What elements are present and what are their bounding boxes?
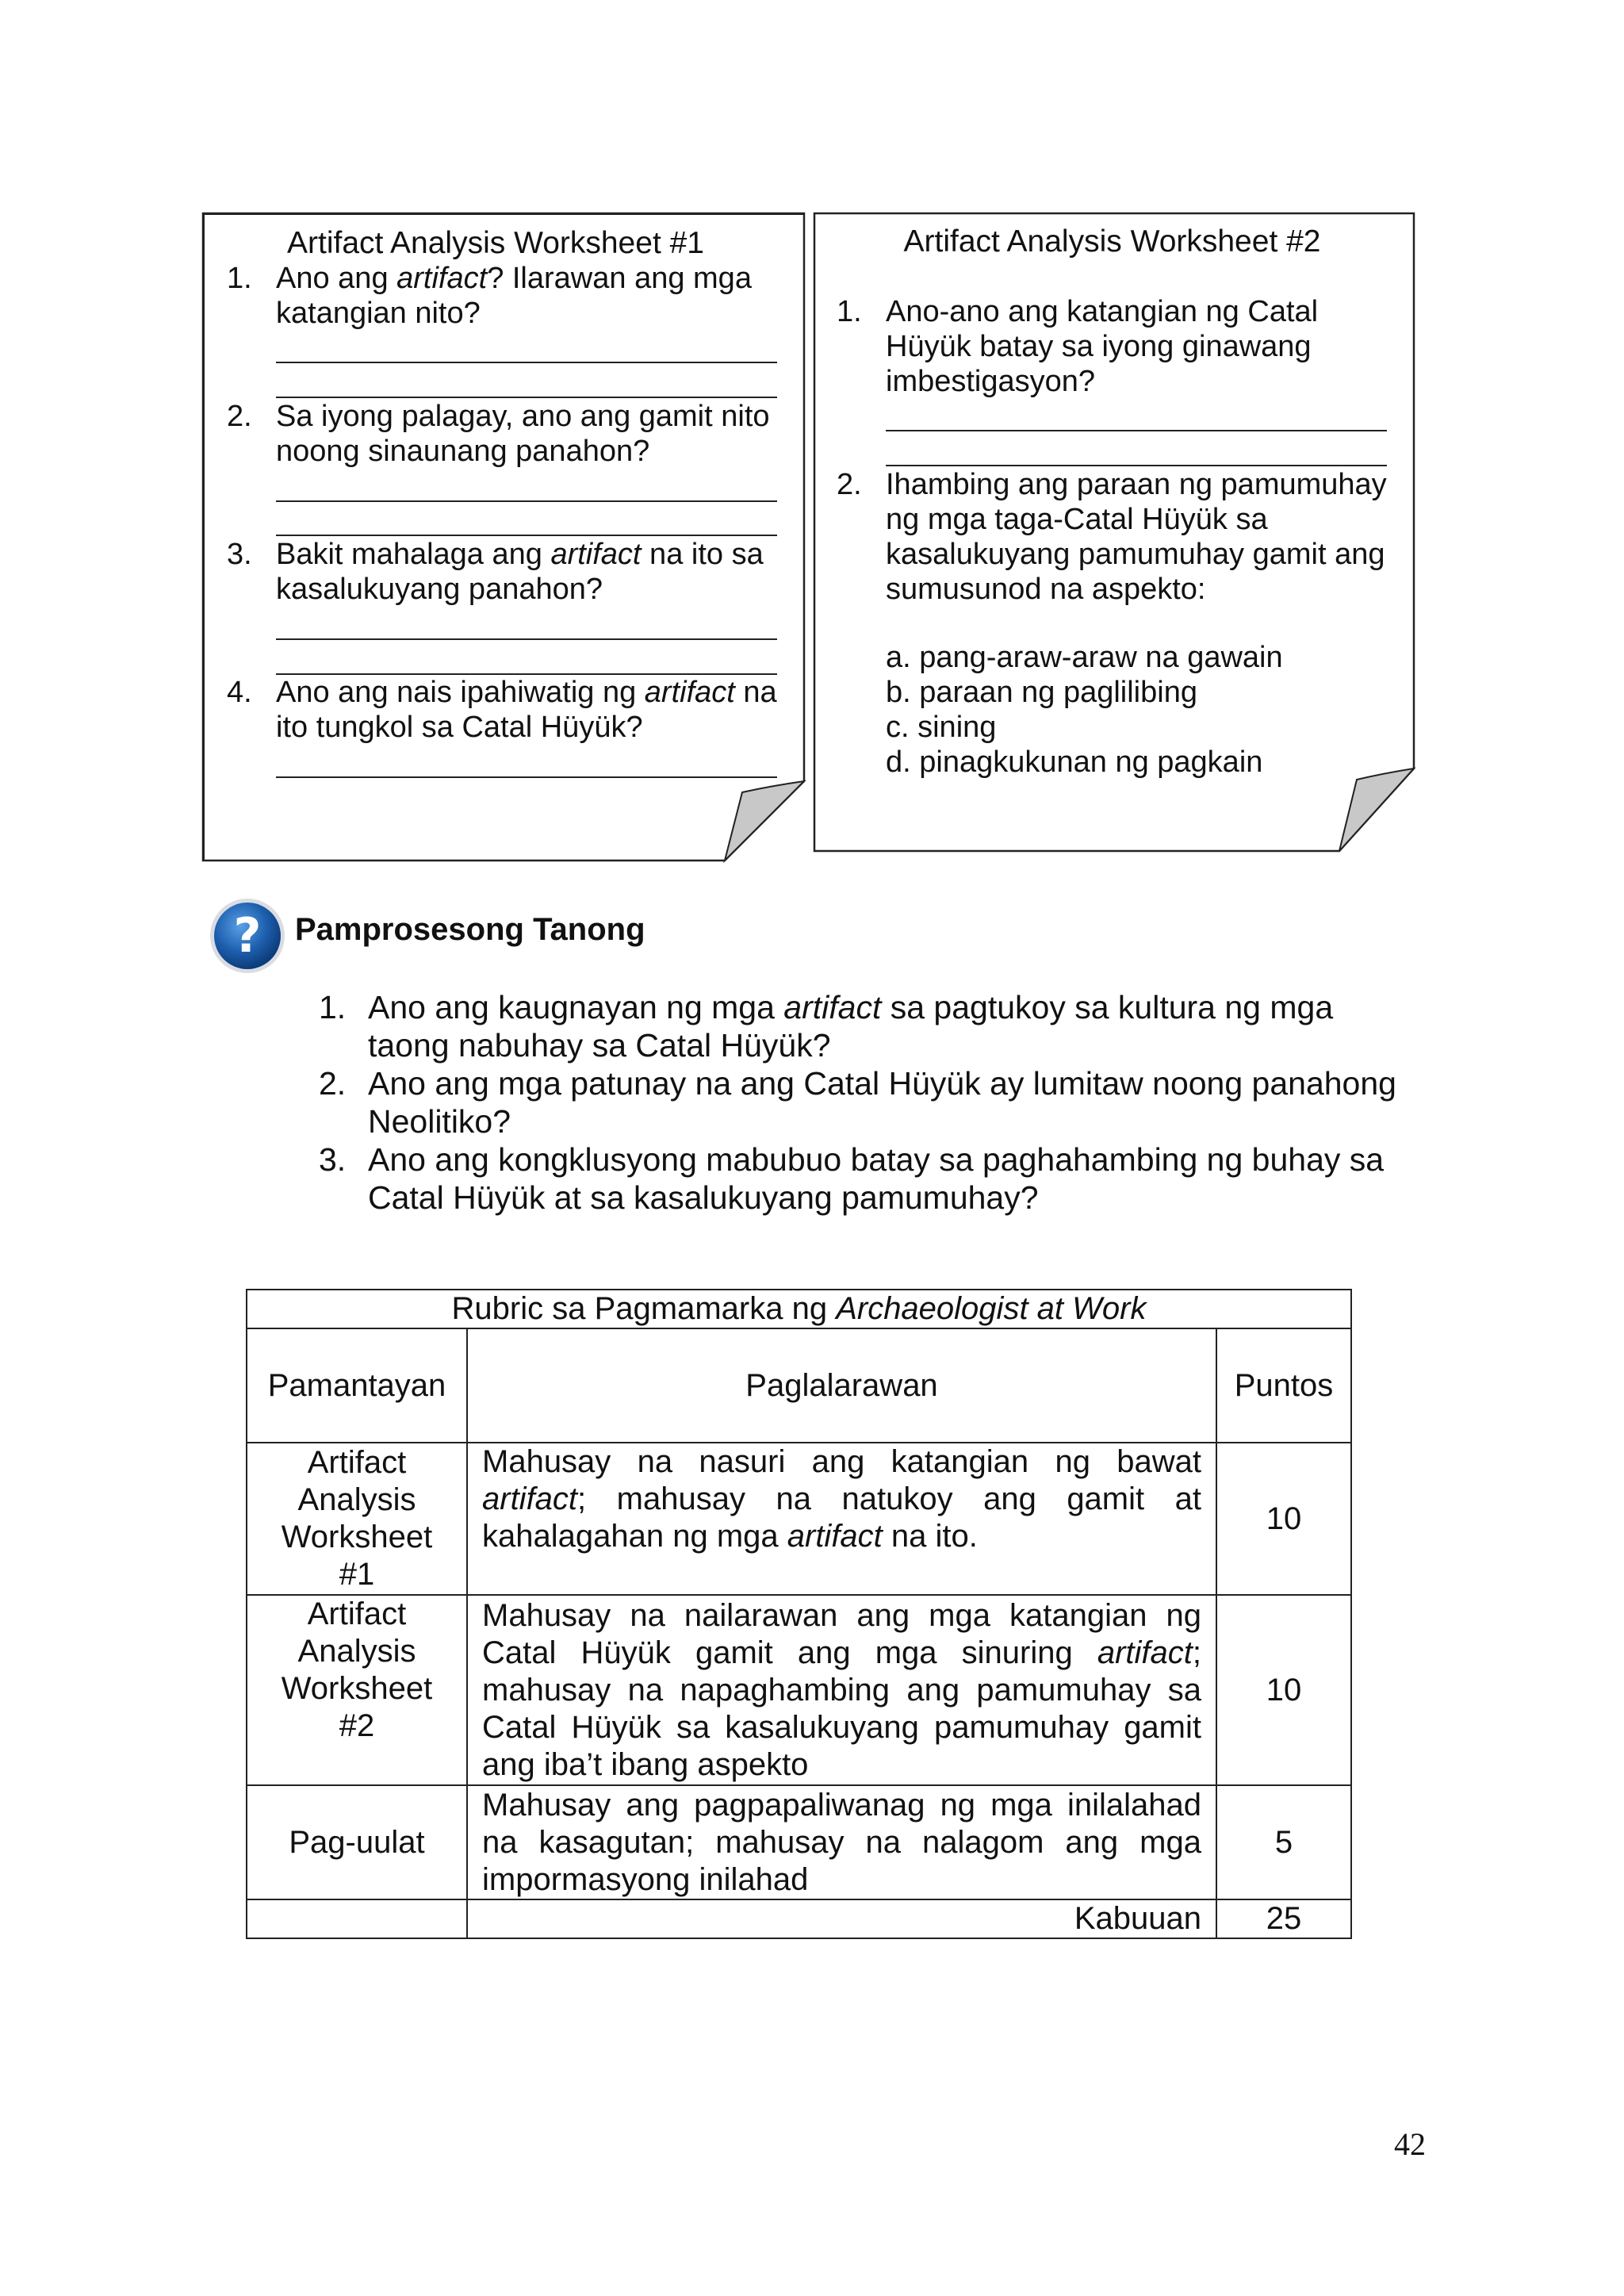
header-criteria: Pamantayan [247, 1328, 467, 1443]
rubric-total-row [247, 1899, 1351, 1938]
worksheet-2-folded-corner [810, 209, 1420, 856]
description-cell: Mahusay na nasuri ang katangian ng bawat artifact; mahusay na natukoy ang gamit at kahalagahan ng mga artifact na ito. [467, 1443, 1216, 1595]
points-cell: 10 [1216, 1595, 1351, 1785]
worksheet-2-title: Artifact Analysis Worksheet #2 [903, 224, 1321, 259]
criteria-cell: Artifact Analysis Worksheet #2 [247, 1595, 467, 1785]
rubric-row [247, 1595, 1351, 1785]
question-mark-icon [208, 896, 287, 976]
points-cell: 10 [1216, 1443, 1351, 1595]
header-points: Puntos [1216, 1328, 1351, 1443]
aspect-item: b. paraan ng paglilibing [886, 676, 1197, 709]
criteria-cell: Artifact Analysis Worksheet #1 [247, 1443, 467, 1595]
worksheet-1-folded-corner [198, 209, 809, 865]
total-label: Kabuuan [467, 1899, 1216, 1938]
header-description: Paglalarawan [467, 1328, 1216, 1443]
aspect-item: a. pang-araw-araw na gawain [886, 641, 1283, 674]
points-cell: 5 [1216, 1785, 1351, 1899]
aspect-item: d. pinagkukunan ng pagkain [886, 746, 1263, 779]
rubric-row [247, 1785, 1351, 1899]
page-number: 42 [1394, 2126, 1426, 2162]
aspect-item: c. sining [886, 711, 997, 744]
processing-questions-heading: Pamprosesong Tanong [295, 912, 645, 947]
description-cell: Mahusay ang pagpapaliwanag ng mga inilalahad na kasagutan; mahusay na nalagom ang mga impormasyong inilahad [467, 1785, 1216, 1899]
rubric-caption: Rubric sa Pagmamarka ng Archaeologist at Work [247, 1290, 1351, 1328]
worksheet-1-card: Artifact Analysis Worksheet #1 1. Ano ang artifact? Ilarawan ang mga katangian nito? 2. Sa iyong palagay, ano ang gamit nito noong sinaunang panahon? 3. Bakit mahalaga ang artifact na ito sa kasalukuyang panahon? 4. Ano ang nais ipahiwatig ng artifact na ito tungkol sa Catal Hüyük? [203, 213, 804, 861]
total-points: 25 [1216, 1899, 1351, 1938]
worksheet-2-card: Artifact Analysis Worksheet #2 1. Ano-ano ang katangian ng Catal Hüyük batay sa iyong ginawang imbestigasyon? 2. Ihambing ang paraan ng pamumuhay ng mga taga-Catal Hüyük sa kasalukuyang pamumuhay gamit ang sumusunod na aspekto: a. pang-araw-araw na gawain b. paraan ng paglilibing c. sining d. pinagkukunan ng pagkain [814, 213, 1414, 850]
svg-text:?: ? [233, 908, 262, 964]
rubric-row [247, 1443, 1351, 1595]
rubric-table [246, 1289, 1352, 1939]
description-cell: Mahusay na nailarawan ang mga katangian ng Catal Hüyük gamit ang mga sinuring artifact; mahusay na napaghambing ang pamumuhay sa Catal Hüyük sa kasalukuyang pamumuhay gamit ang iba’t ibang aspekto [467, 1595, 1216, 1785]
criteria-cell: Pag-uulat [247, 1785, 467, 1899]
worksheet-1-title: Artifact Analysis Worksheet #1 [286, 226, 704, 260]
